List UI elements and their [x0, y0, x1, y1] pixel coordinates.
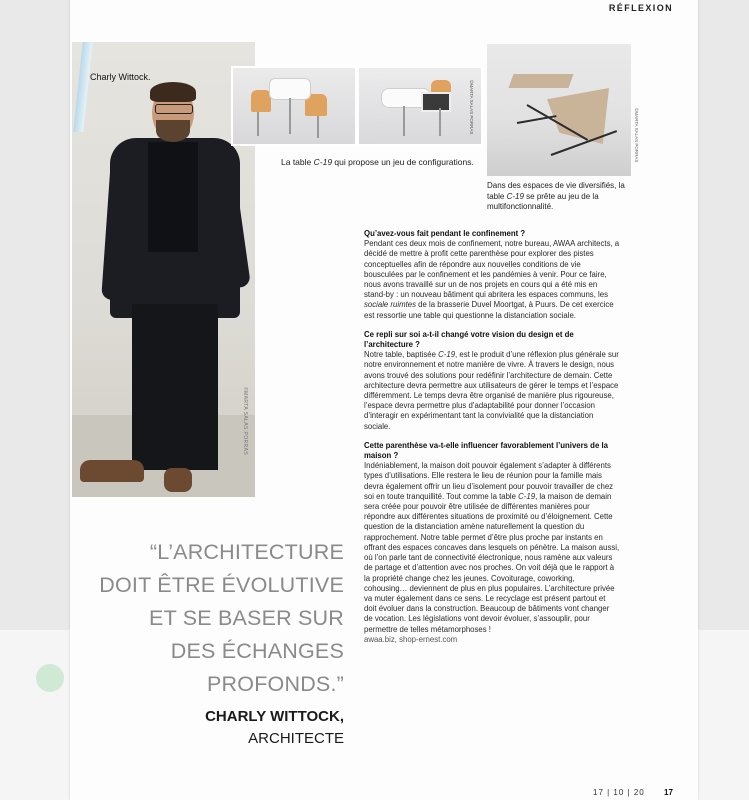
interview-article: [364, 229, 620, 645]
chair-leg: [439, 108, 441, 136]
chair: [251, 90, 271, 112]
question-1: Qu’avez-vous fait pendant le confinement ?: [364, 229, 526, 238]
person-legs: [132, 304, 218, 470]
caption-text: Dans des espaces de vie diversifiés, la table: [487, 181, 625, 201]
green-dot: [36, 664, 64, 692]
answer-2: [364, 350, 620, 432]
person-hair: [150, 82, 196, 102]
table-photo-1: [233, 68, 355, 144]
answer-text: de la brasserie Duvel Moortgat, à Puurs. De cet exercice est ressortie une table qui questionne la distanciation sociale.: [364, 300, 614, 320]
person-beard: [156, 120, 190, 142]
chair-leg: [317, 116, 319, 138]
caption-emphasis: C-19: [313, 157, 333, 167]
caption-text: qui propose un jeu de configurations.: [332, 157, 474, 167]
person-shoe-left: [80, 460, 144, 482]
portrait-credit: ©MARTA SALAS PORRAS: [242, 387, 248, 456]
caption-emphasis: C-19: [506, 191, 524, 201]
table-photos-caption: [281, 157, 474, 167]
answer-3: [364, 461, 620, 634]
person-shoe-right: [164, 468, 192, 492]
chair-photo-caption: [487, 181, 637, 213]
answer-text: , la maison de demain sera créée pour pouvoir être utilisée de différentes manières pour répondre aux différentes situations de proximité ou d’éloignement. Cette question de la distanciation amène naturellement la question du rapprochement. Notre table permet d’être plus proche par instants en offrant des espaces concaves dans lesquels on pénètre. La maison aussi, où l’on parle tant de connectivité électronique, nous ramène aux valeurs de partage et d’attention avec nos proches. On voit déjà que le rapport à la propriété change chez les jeunes. Covoiturage, coworking, cohousing… deviennent de plus en plus populaires. L’architecture privée va muter également dans ce sens. Le recyclage est présent partout et doit évoluer dans la construction. Beaucoup de bâtiments vont changer de vocation. Les législations vont devoir évoluer, s’assouplir, pour permettre de telles métamorphoses !: [364, 491, 620, 634]
answer-text: Indéniablement, la maison doit pouvoir également s’adapter à différents types d’utilisations. Elle restera le lieu de réunion pour la famille mais devra également offrir un lieu d’isolement pour pouvoir travailler de chez soi en toute tranquillité. Tout comme la table: [364, 461, 614, 501]
page-number: 17: [664, 788, 673, 797]
answer-text: Notre table, baptisée: [364, 350, 439, 360]
footrest: [508, 74, 573, 88]
caption-text: La table: [281, 157, 314, 167]
chair-photo-credit: ©MARTA SALAS PORRAS: [634, 108, 639, 163]
quote-line: DOIT ÊTRE ÉVOLUTIVE: [99, 573, 344, 597]
butterfly-chair-photo: [487, 44, 631, 176]
light-streak: [73, 42, 92, 132]
left-margin-band: [0, 630, 70, 800]
table-photo-credit: ©MARTA SALAS PORRAS: [469, 80, 474, 135]
table-leg: [403, 106, 405, 136]
answer-emphasis: C-19: [438, 350, 456, 360]
quote-author-role: ARCHITECTE: [248, 730, 344, 747]
answer-1: [364, 239, 620, 321]
quote-author: CHARLY WITTOCK,: [205, 708, 344, 725]
table-leg: [289, 98, 291, 134]
question-3: Cette parenthèse va-t-elle influencer favorablement l’univers de la maison ?: [364, 440, 608, 461]
chair-leg: [257, 112, 259, 136]
section-title: RÉFLEXION: [608, 3, 673, 13]
answer-text: , est le produit d’une réflexion plus générale sur notre environnement et notre manière de vivre. À travers le design, nous avons trouvé des solutions pour redéfinir l’architecture de demain. Cette architecture devra permettre aux utilisateurs de gérer le temps et l’espace différemment. Le temps devra être organisé de manière plus rigoureuse, l’espace devra permettre plus d’adaptabilité pour donner l’occasion d’interagir en expérimentant tant la convivialité que la distanciation sociale.: [364, 350, 619, 431]
table-photos: [231, 66, 483, 146]
question-2: Ce repli sur soi a-t-il changé votre vision du design et de l’architecture ?: [364, 329, 574, 350]
table-photo-2: [359, 68, 481, 144]
table-module: [421, 92, 451, 112]
quote-line: “L’ARCHITECTURE: [149, 540, 344, 564]
portrait-photo: [72, 42, 255, 497]
table-top: [269, 78, 311, 100]
issue-date: 17 | 10 | 20: [593, 788, 645, 797]
right-margin-band: [698, 630, 749, 800]
quote-line: DES ÉCHANGES: [170, 639, 344, 663]
answer-emphasis: C-19: [518, 491, 536, 501]
pull-quote: [80, 536, 344, 701]
quote-line: PROFONDS.”: [207, 672, 344, 696]
answer-text: Pendant ces deux mois de confinement, notre bureau, AWAA architects, a décidé de mettre à profit cette parenthèse pour explorer des pistes conceptuelles afin de répondre aux nouvelles conditions de vie bousculées par le confinement et les pandémies à venir. Pour ce faire, nous avons travaillé sur un de nos projets en cours qui a été mis en stand-by : un nouveau bâtiment qui abritera les espaces communs, les: [364, 239, 620, 300]
websites: awaa.biz, shop-ernest.com: [364, 634, 458, 644]
answer-emphasis: sociale ruimtes: [364, 300, 416, 310]
quote-line: ET SE BASER SUR: [149, 606, 344, 630]
person-glasses: [155, 104, 193, 114]
person-shirt: [148, 142, 198, 252]
portrait-caption: Charly Wittock.: [90, 72, 151, 82]
caption-text: se prête au jeu de la multifonctionnalité.: [487, 191, 599, 211]
